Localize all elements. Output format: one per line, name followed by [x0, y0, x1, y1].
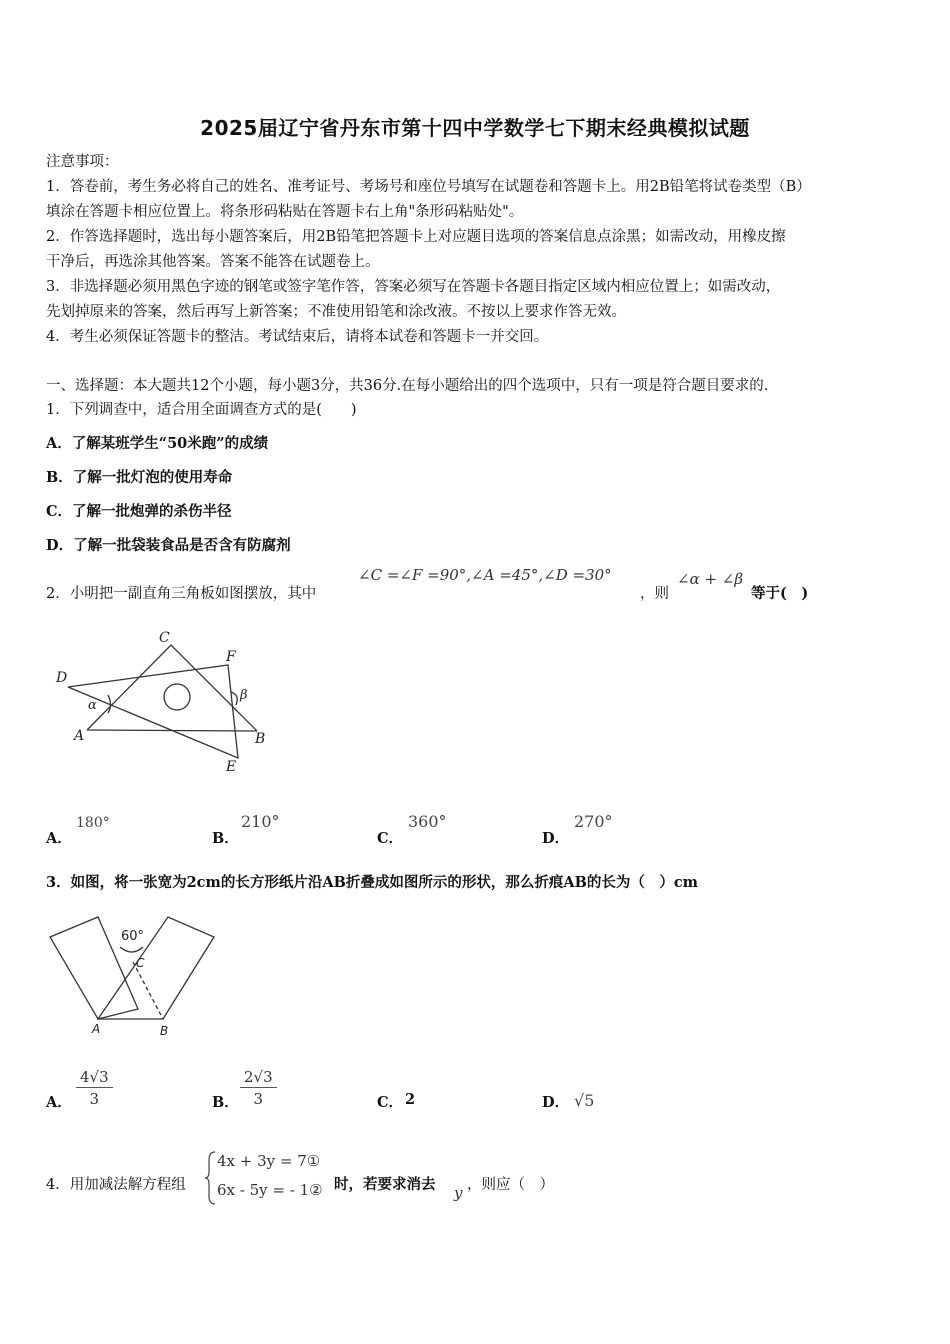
fraction-denominator: 3: [89, 1090, 100, 1108]
label-c: C: [159, 630, 170, 646]
q1-option-a: A．了解某班学生“50米跑”的成绩: [46, 435, 269, 452]
q2-angle-formula: ∠C =∠F =90°,∠A =45°,∠D =30°: [358, 566, 612, 584]
label-alpha: α: [88, 698, 97, 713]
q4-variable: y: [454, 1184, 463, 1202]
label-a: A: [74, 728, 85, 744]
q2-triangle-figure: [50, 625, 280, 775]
fold-dash: [133, 962, 163, 1019]
q2-stem-pre: 2．小明把一副直角三角板如图摆放，其中: [46, 586, 317, 602]
q3-stem: 3．如图，将一张宽为2cm的长方形纸片沿AB折叠成如图所示的形状，那么折痕AB的长为（ ）cm: [46, 874, 699, 891]
q3-option-a-label: A．: [46, 1094, 72, 1111]
q3-option-c-label: C．: [377, 1094, 404, 1111]
label-a: A: [92, 1022, 101, 1036]
q4-stem-post: ，则应（ ）: [467, 1177, 554, 1193]
q2-option-a-label: A．: [46, 830, 72, 847]
circle-mark: [164, 684, 190, 710]
fraction-numerator: 4√3: [76, 1068, 113, 1088]
q1-option-d: D．了解一批袋装食品是否含有防腐剂: [46, 537, 291, 554]
notice-line-2a: 2．作答选择题时，选出每小题答案后，用2B铅笔把答题卡上对应题目选项的答案信息点涂黑；如需改动，用橡皮擦: [46, 229, 786, 245]
label-beta: β: [240, 688, 248, 703]
notice-line-1a: 1．答卷前，考生务必将自己的姓名、准考证号、考场号和座位号填写在试题卷和答题卡上。用2B铅笔将试卷类型（B）: [46, 179, 811, 195]
label-e: E: [226, 759, 237, 775]
notice-heading: 注意事项：: [46, 154, 119, 170]
q2-stem-mid: ，则: [640, 586, 669, 602]
label-60: 60°: [121, 929, 145, 944]
label-f: F: [226, 649, 236, 665]
q3-folded-paper-figure: [48, 912, 218, 1042]
label-b: B: [255, 731, 266, 747]
q3-option-a-fraction: [76, 1068, 113, 1108]
system-brace-icon: [205, 1150, 217, 1206]
page-title: 2025届辽宁省丹东市第十四中学数学七下期末经典模拟试题: [200, 116, 750, 140]
label-d: D: [56, 670, 68, 686]
q4-stem-mid: 时，若要求消去: [334, 1176, 436, 1193]
q3-option-b-label: B．: [212, 1094, 239, 1111]
label-b: B: [160, 1024, 169, 1038]
q2-option-d-label: D．: [542, 830, 570, 847]
q4-stem-pre: 4．用加减法解方程组: [46, 1177, 186, 1193]
q2-option-b-label: B．: [212, 830, 239, 847]
notice-line-3a: 3．非选择题必须用黑色字迹的钢笔或签字笔作答，答案必须写在答题卡各题目指定区域内相应位置上；如需改动，: [46, 279, 781, 295]
q2-option-d-value: 270°: [574, 812, 613, 831]
q2-option-b-value: 210°: [241, 812, 280, 831]
q1-stem: 1．下列调查中，适合用全面调查方式的是( ): [46, 402, 357, 418]
q2-sum-formula: ∠α + ∠β: [677, 570, 744, 588]
q2-option-c-value: 360°: [408, 812, 447, 831]
right-strip: [98, 917, 214, 1019]
q2-option-c-label: C．: [377, 830, 404, 847]
fraction-numerator: 2√3: [240, 1068, 277, 1088]
angle-arc: [120, 947, 143, 952]
q2-option-a-value: 180°: [76, 815, 110, 831]
notice-line-4: 4．考生必须保证答题卡的整洁。考试结束后，请将本试卷和答题卡一并交回。: [46, 329, 549, 345]
section-heading: 一、选择题：本大题共12个小题，每小题3分，共36分.在每小题给出的四个选项中，只有一项是符合题目要求的.: [46, 378, 769, 394]
q2-stem-post: 等于( ): [751, 585, 809, 602]
q4-equation-1: 4x + 3y = 7①: [217, 1152, 321, 1170]
q1-option-c: C．了解一批炮弹的杀伤半径: [46, 503, 232, 520]
notice-line-3b: 先划掉原来的答案，然后再写上新答案；不准使用铅笔和涂改液。不按以上要求作答无效。: [46, 304, 626, 320]
label-c: C: [136, 956, 145, 970]
q4-equation-2: 6x - 5y = - 1②: [217, 1181, 323, 1199]
q1-option-b: B．了解一批灯泡的使用寿命: [46, 469, 233, 486]
notice-line-2b: 干净后，再选涂其他答案。答案不能答在试题卷上。: [46, 254, 380, 270]
notice-line-1b: 填涂在答题卡相应位置上。将条形码粘贴在答题卡右上角"条形码粘贴处"。: [46, 204, 524, 220]
fraction-denominator: 3: [253, 1090, 264, 1108]
q3-option-b-fraction: [240, 1068, 277, 1108]
q3-option-d-label: D．: [542, 1094, 570, 1111]
q3-option-d-value: √5: [574, 1091, 595, 1110]
q3-option-c-value: 2: [405, 1091, 416, 1108]
